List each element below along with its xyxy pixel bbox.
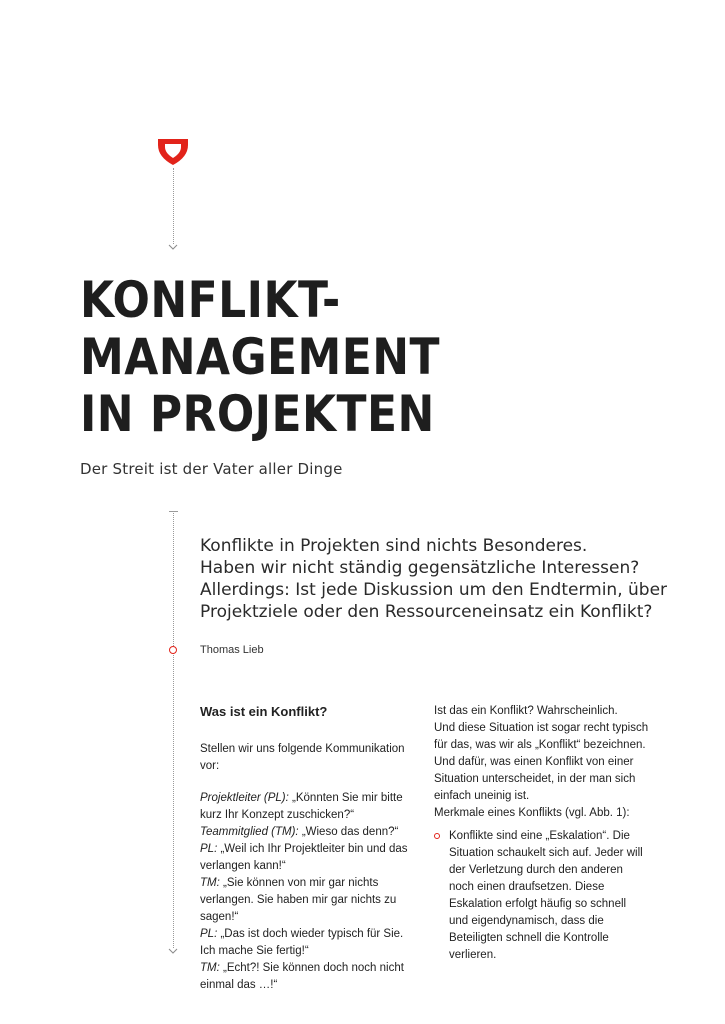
dialog-line bbox=[200, 875, 415, 926]
bullet-ring-icon bbox=[434, 833, 440, 839]
body-paragraph bbox=[434, 703, 649, 822]
dialog-text: „Sie können von mir gar nichts verlangen. Sie haben mir gar nichts zu sagen!“ bbox=[200, 877, 397, 923]
intro-line: Projektziele oder den Ressourceneinsatz ein Konflikt? bbox=[200, 602, 653, 622]
section-heading: Was ist ein Konflikt? bbox=[200, 704, 328, 719]
dialog-text: „Weil ich Ihr Projektleiter bin und das verlangen kann!“ bbox=[200, 843, 408, 872]
body-line: Und dafür, was einen Konflikt von einer bbox=[434, 756, 634, 768]
timeline-line-main bbox=[173, 513, 174, 948]
timeline-line-top bbox=[173, 168, 174, 244]
body-line: für das, was wir als „Konflikt“ bezeichnen. bbox=[434, 739, 646, 751]
body-line: Ist das ein Konflikt? Wahrscheinlich. bbox=[434, 705, 618, 717]
subtitle: Der Streit ist der Vater aller Dinge bbox=[80, 460, 343, 478]
feature-list bbox=[434, 828, 644, 964]
dialog-line bbox=[200, 926, 415, 960]
dialog-text: „Das ist doch wieder typisch für Sie. Ich mache Sie fertig!“ bbox=[200, 928, 404, 957]
author-name: Thomas Lieb bbox=[200, 644, 264, 656]
intro-text bbox=[200, 535, 668, 623]
body-line: Situation unterscheidet, in der man sich bbox=[434, 773, 636, 785]
dialog-line bbox=[200, 841, 415, 875]
dialog-text: „Könnten Sie mir bitte kurz Ihr Konzept zuschicken?“ bbox=[200, 792, 403, 821]
list-item-text: Konflikte sind eine „Eskalation“. Die Situation schaukelt sich auf. Jeder will der Verletzung durch den anderen noch einen draufsetzen. Diese Eskalation erfolgt häufig so schnell und eigendynamisch, dass die Beteiligten schnell die Kontrolle verlieren. bbox=[449, 830, 643, 961]
dialog-speaker: Teammitglied (TM): bbox=[200, 826, 299, 838]
dialog-list bbox=[200, 790, 415, 994]
dialog-line bbox=[200, 790, 415, 824]
dialog-speaker: Projektleiter (PL): bbox=[200, 792, 289, 804]
dialog-speaker: PL: bbox=[200, 928, 218, 940]
chevron-down-icon bbox=[168, 244, 178, 251]
dialog-speaker: TM: bbox=[200, 877, 220, 889]
title-line-3: IN PROJEKTEN bbox=[80, 385, 435, 443]
dialog-text: „Wieso das denn?“ bbox=[298, 826, 399, 838]
shield-logo-icon bbox=[155, 135, 191, 167]
dialog-text: „Echt?! Sie können doch noch nicht einmal das …!“ bbox=[200, 962, 404, 991]
dialog-line bbox=[200, 824, 415, 841]
body-line: Und diese Situation ist sogar recht typisch bbox=[434, 722, 649, 734]
section-lead: Stellen wir uns folgende Kommunikation vor: bbox=[200, 743, 405, 772]
intro-line: Konflikte in Projekten sind nichts Besonderes. bbox=[200, 536, 588, 556]
dialog-speaker: TM: bbox=[200, 962, 220, 974]
title-line-1: KONFLIKT- bbox=[80, 271, 341, 329]
list-item bbox=[434, 828, 644, 964]
title-line-2: MANAGEMENT bbox=[80, 328, 440, 386]
intro-line: Haben wir nicht ständig gegensätzliche Interessen? bbox=[200, 558, 640, 578]
dialog-speaker: PL: bbox=[200, 843, 218, 855]
page-title bbox=[80, 272, 440, 443]
intro-line: Allerdings: Ist jede Diskussion um den Endtermin, über bbox=[200, 580, 668, 600]
chevron-down-icon bbox=[168, 948, 178, 955]
column-right bbox=[434, 703, 649, 964]
column-left bbox=[200, 703, 415, 994]
dialog-line bbox=[200, 960, 415, 994]
author-marker-icon bbox=[169, 646, 177, 654]
body-line: einfach uneinig ist. bbox=[434, 790, 530, 802]
body-line: Merkmale eines Konflikts (vgl. Abb. 1): bbox=[434, 807, 630, 819]
timeline-tick bbox=[169, 511, 178, 512]
